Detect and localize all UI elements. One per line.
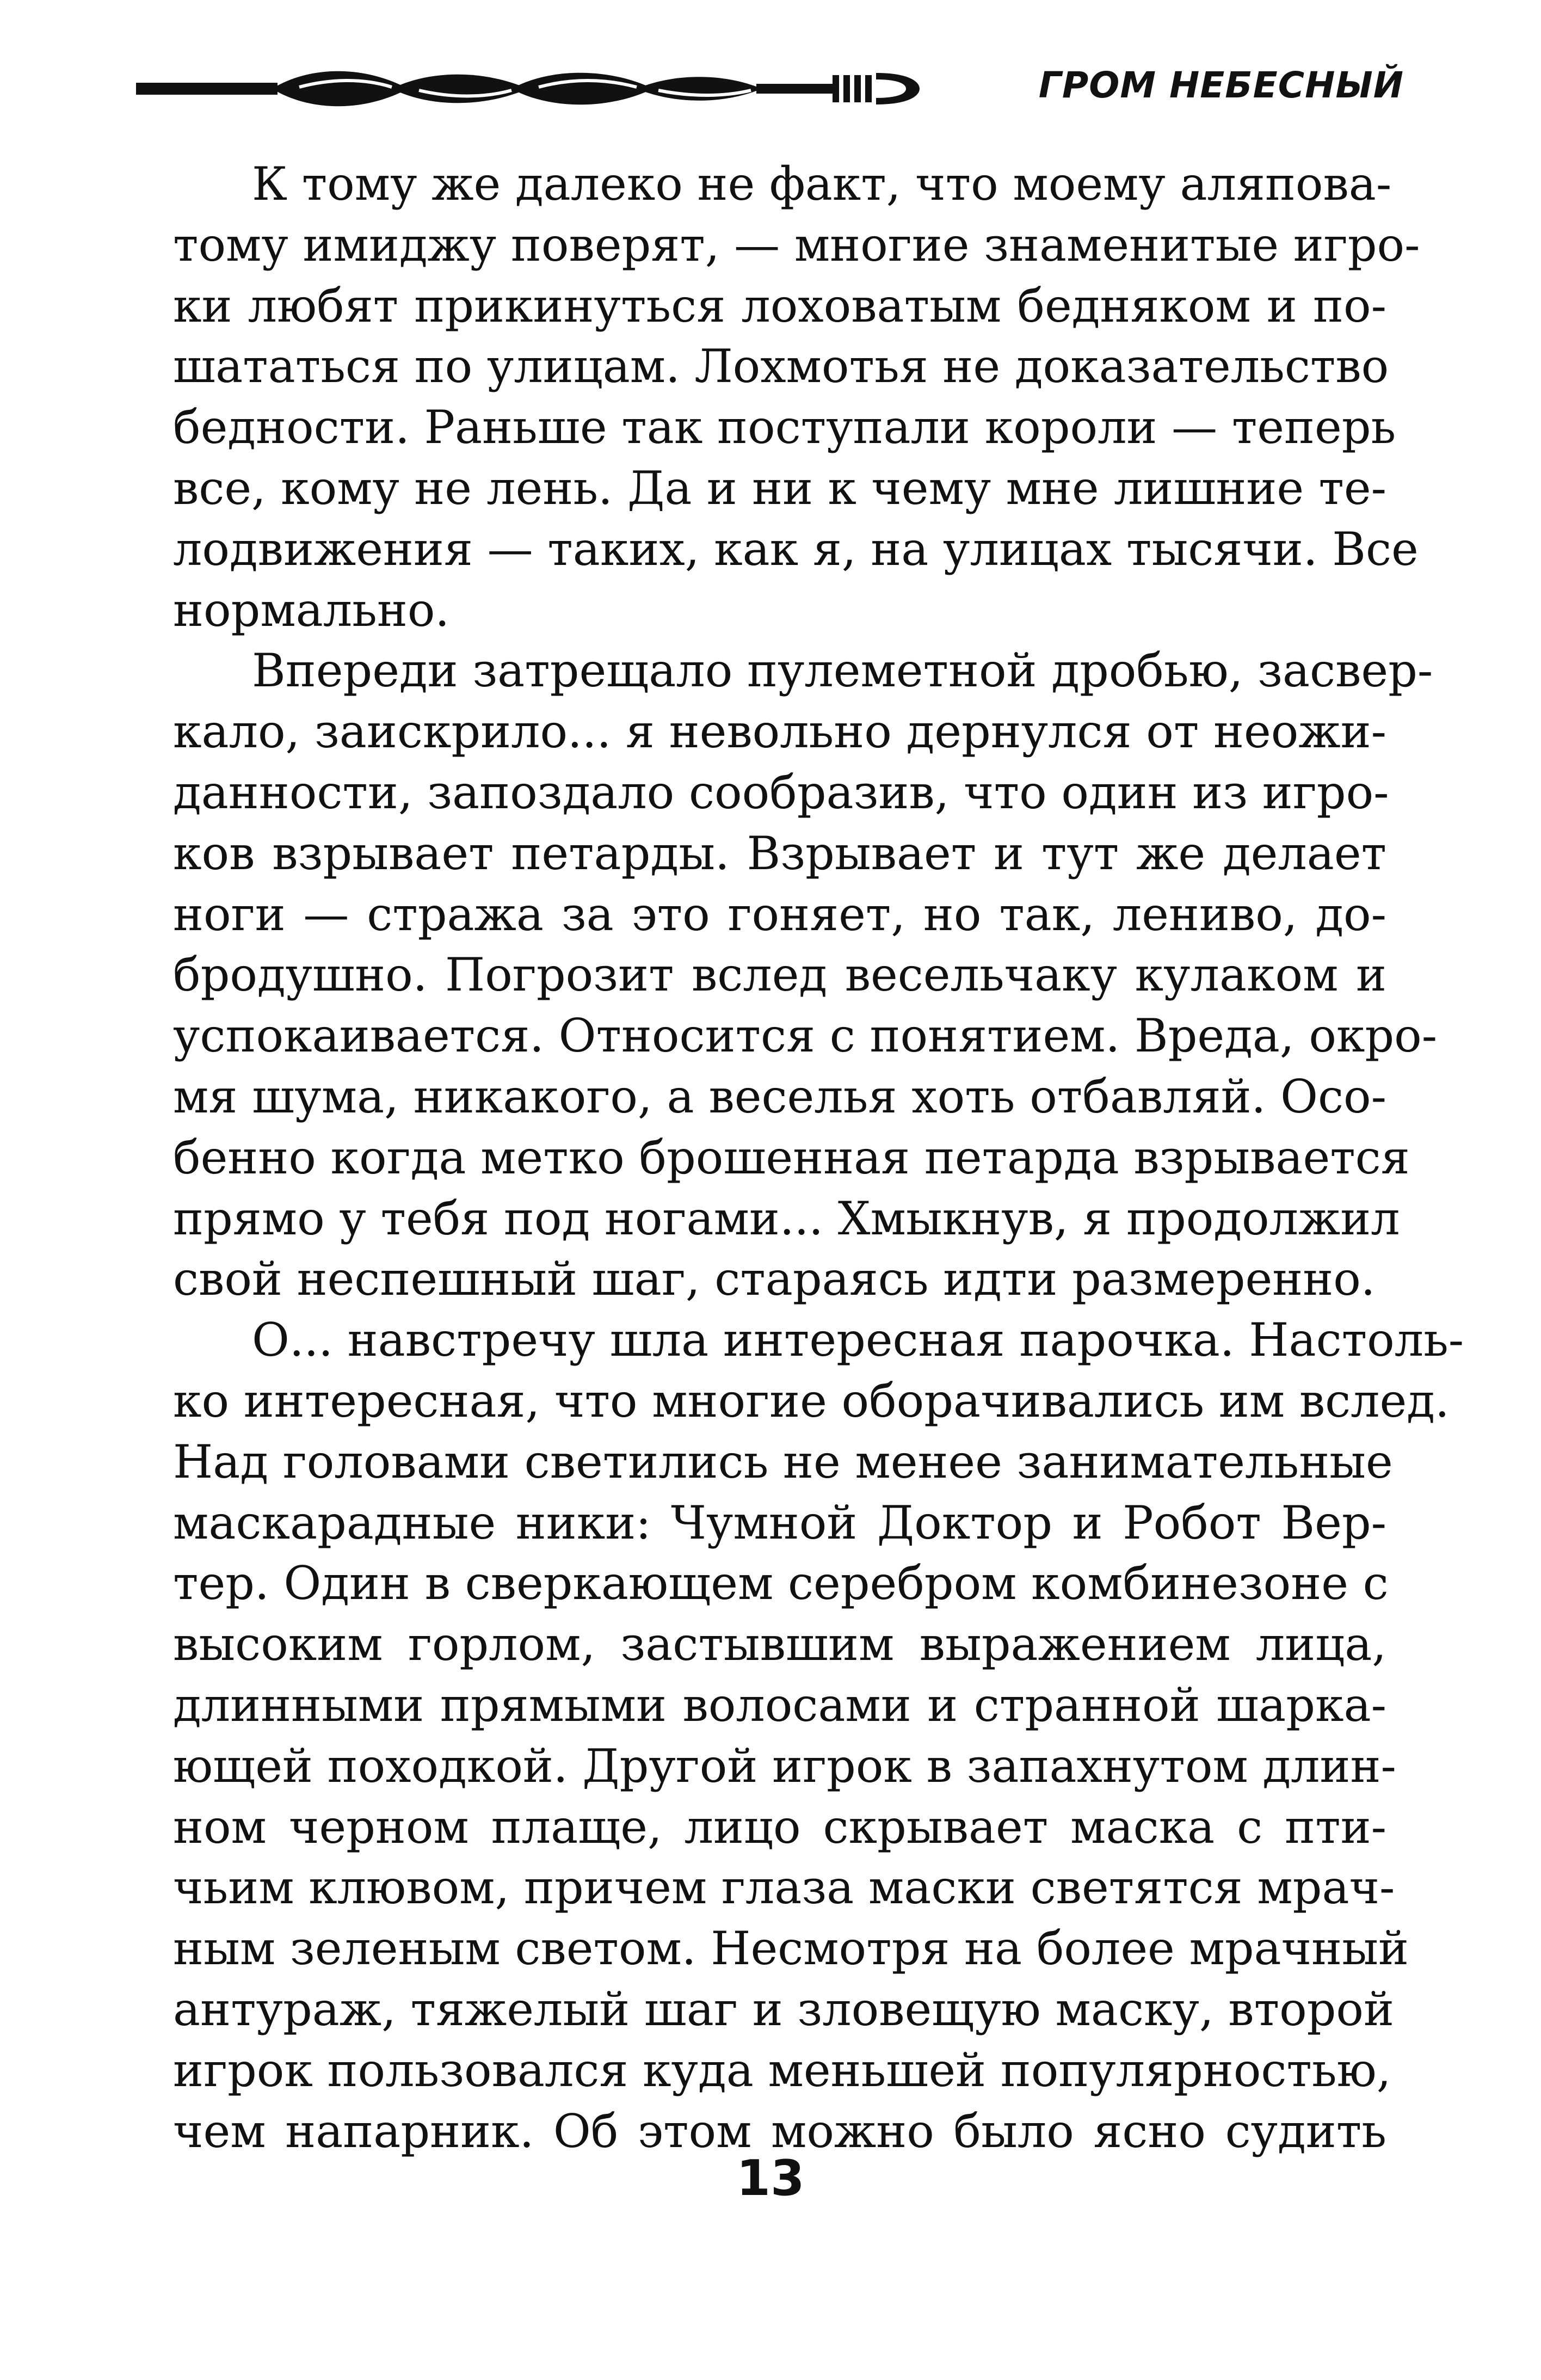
page-number: 13 [736,2150,805,2207]
text-line: Над головами светились не менее занимательные [173,1435,1393,1489]
text-line: нормально. [173,583,450,637]
text-line: шататься по улицам. Лохмотья не доказательство [173,340,1389,393]
text-line: бедности. Раньше так поступали короли — теперь [173,401,1396,454]
text-line: ющей походкой. Другой игрок в запахнутом длин- [173,1739,1396,1793]
text-line: антураж, тяжелый шаг и зловещую маску, второй [173,1982,1394,2036]
text-line: тер. Один в сверкающем серебром комбинезоне с [173,1557,1389,1610]
text-line: К тому же далеко не факт, что моему аляпова- [252,157,1392,211]
paragraph [173,154,1420,641]
page-header [136,54,1404,120]
text-line: ко интересная, что многие оборачивались им вслед. [173,1374,1450,1428]
text-line: О... навстречу шла интересная парочка. Настоль- [252,1313,1464,1367]
text-line: маскарадные ники: Чумной Доктор и Робот Вер- [173,1496,1386,1549]
text-line: лодвижения — таких, как я, на улицах тысячи. Все [173,522,1419,576]
text-line: свой неспешный шаг, стараясь идти размеренно. [173,1252,1376,1306]
paragraph [173,641,1438,1310]
text-line: ном черном плаще, лицо скрывает маска с пти- [173,1800,1386,1854]
text-line: ноги — стража за это гоняет, но так, лениво, до- [173,887,1386,941]
body-text [173,154,1464,2162]
text-line: мя шума, никакого, а веселья хоть отбавляй. Осо- [173,1069,1386,1123]
text-line: данности, запоздало сообразив, что один из игро- [173,765,1389,819]
text-line: все, кому не лень. Да и ни к чему мне лишние те- [173,461,1386,515]
text-line: чьим клювом, причем глаза маски светятся мрач- [173,1861,1395,1915]
text-line: успокаивается. Относится с понятием. Вреда, окро- [173,1009,1438,1063]
text-line: кало, заискрило... я невольно дернулся от неожи- [173,705,1386,759]
ornamental-rule-icon [136,60,925,114]
text-line: Впереди затрещало пулеметной дробью, засвер- [252,644,1433,698]
text-line: высоким горлом, застывшим выражением лица, [173,1618,1386,1671]
text-line: тому имиджу поверят, — многие знаменитые игро- [173,218,1420,272]
text-line: ков взрывает петарды. Взрывает и тут же делает [173,826,1386,880]
paragraph [173,1310,1464,2162]
text-line: длинными прямыми волосами и странной шарка- [173,1678,1386,1732]
text-line: ным зеленым светом. Несмотря на более мрачный [173,1922,1409,1976]
text-line: чем напарник. Об этом можно было ясно судить [173,2104,1386,2158]
text-line: ки любят прикинуться лоховатым бедняком и по- [173,279,1386,333]
text-line: прямо у тебя под ногами... Хмыкнув, я продолжил [173,1191,1400,1245]
text-line: игрок пользовался куда меньшей популярностью, [173,2043,1391,2097]
text-line: бродушно. Погрозит вслед весельчаку кулаком и [173,948,1386,1002]
text-line: бенно когда метко брошенная петарда взрывается [173,1130,1410,1184]
running-title: ГРОМ НЕБЕСНЫЙ [1038,64,1404,106]
